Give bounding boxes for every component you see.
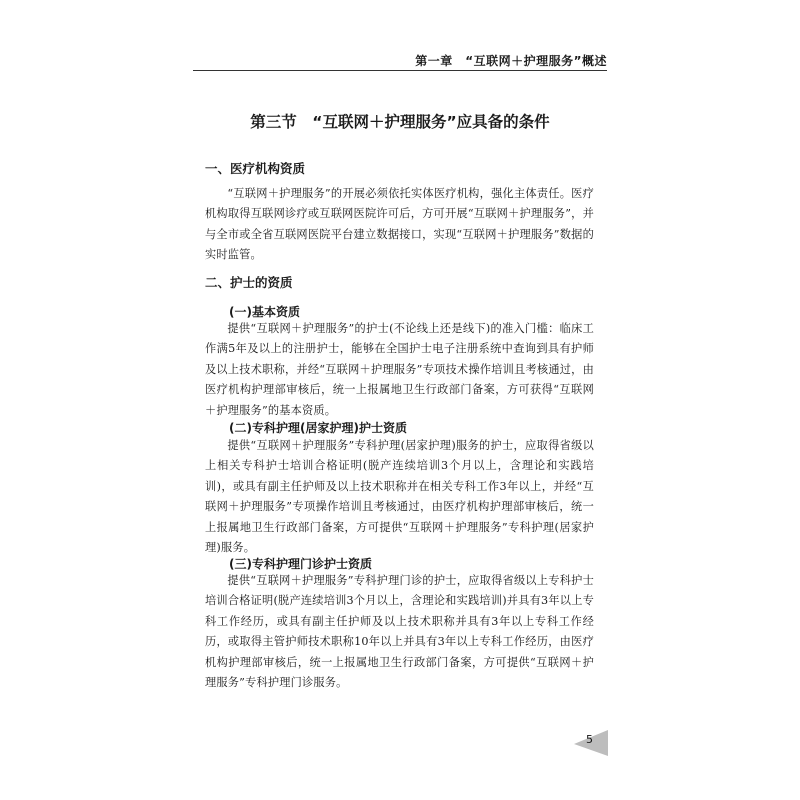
paragraph-basic-qualification: 提供“互联网＋护理服务”的护士(不论线上还是线下)的准入门槛：临床工作满5年及以上的注册护士，能够在全国护士电子注册系统中查询到具有护师及以上技术职称，并经“互联网＋护理服务”专项技术操作培训且考核通过，由医疗机构护理部审核后，统一上报属地卫生行政部门备案，方可获得“互联网＋护理服务”的基本资质。 (205, 322, 594, 417)
subheading-specialty-home-care: (二)专科护理(居家护理)护士资质 (229, 421, 407, 435)
paragraph-specialty-clinic: 提供“互联网＋护理服务”专科护理门诊的护士，应取得省级以上专科护士培训合格证明(脱产连续培训3个月以上，含理论和实践培训)并具有3年以上专科工作经历，或具有副主任护师及以上技术职称并具有3年以上专科工作经历，或取得主管护师技术职称10年以上并具有3年以上专科工作经历，由医疗机构护理部审核后，统一上报属地卫生行政部门备案，方可提供“互联网＋护理服务”专科护理门诊服务。 (205, 574, 594, 690)
header-divider (193, 70, 607, 71)
section-title: 第三节 “互联网＋护理服务”应具备的条件 (250, 113, 550, 131)
paragraph-medical-institution: “互联网＋护理服务”的开展必须依托实体医疗机构，强化主体责任。医疗机构取得互联网诊疗或互联网医院许可后，方可开展“互联网＋护理服务”，并与全市或全省互联网医院平台建立数据接口，实现“互联网＋护理服务”数据的实时监管。 (205, 187, 594, 262)
subheading-basic-qualification: (一)基本资质 (229, 305, 300, 319)
page-number: 5 (586, 733, 593, 746)
chapter-header-title: 第一章 “互联网＋护理服务”概述 (415, 54, 607, 68)
heading-medical-institution: 一、医疗机构资质 (205, 161, 306, 176)
paragraph-specialty-home-care: 提供“互联网＋护理服务”专科护理(居家护理)服务的护士，应取得省级以上相关专科护士培训合格证明(脱产连续培训3个月以上，含理论和实践培训)，或具有副主任护师及以上技术职称并在相关专科工作3年以上，并经“互联网＋护理服务”专项操作培训且考核通过，由医疗机构护理部审核后，统一上报属地卫生行政部门备案，方可提供“互联网＋护理服务”专科护理(居家护理)服务。 (205, 439, 594, 555)
subheading-specialty-clinic: (三)专科护理门诊护士资质 (229, 557, 372, 571)
heading-nurse-qualification: 二、护士的资质 (205, 275, 293, 290)
